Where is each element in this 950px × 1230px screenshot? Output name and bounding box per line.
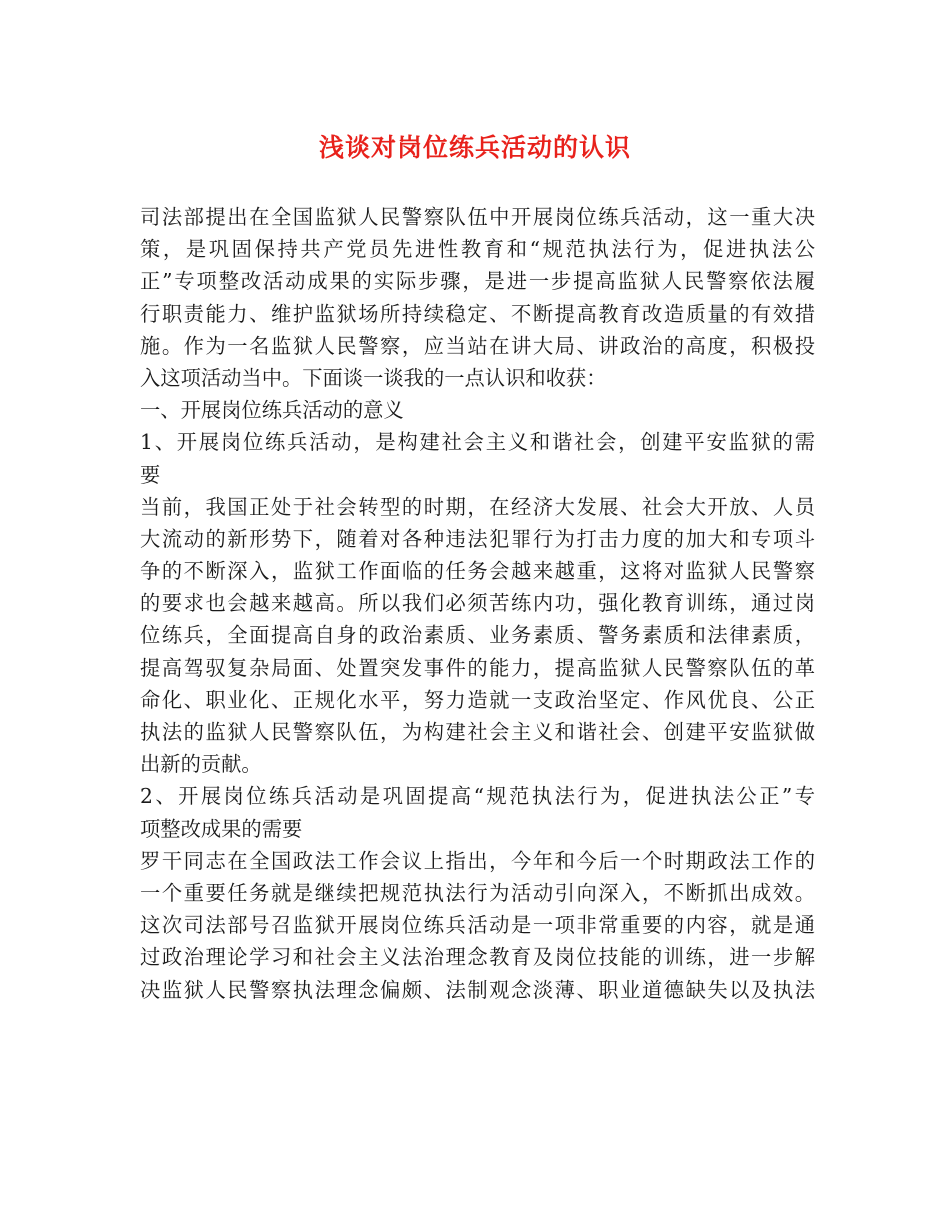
text-line: 行职责能力、维护监狱场所持续稳定、不断提高教育改造质量的有效措 [140, 301, 815, 326]
text-line: 策，是巩固保持共产党员先进性教育和“规范执法行为，促进执法公 [140, 237, 815, 262]
text-line: 大流动的新形势下，随着对各种违法犯罪行为打击力度的加大和专项斗 [140, 526, 815, 551]
text-line: 入这项活动当中。下面谈一谈我的一点认识和收获： [140, 365, 607, 390]
text-line: 过政治理论学习和社会主义法治理念教育及岗位技能的训练，进一步解 [140, 945, 815, 970]
text-line: 施。作为一名监狱人民警察，应当站在讲大局、讲政治的高度，积极投 [140, 333, 815, 358]
text-line: 争的不断深入，监狱工作面临的任务会越来越重，这将对监狱人民警察 [140, 559, 815, 584]
text-line: 命化、职业化、正规化水平，努力造就一支政治坚定、作风优良、公正 [140, 687, 815, 712]
text-line: 当前，我国正处于社会转型的时期，在经济大发展、社会大开放、人员 [140, 494, 815, 519]
text-line: 这次司法部号召监狱开展岗位练兵活动是一项非常重要的内容，就是通 [140, 913, 815, 938]
text-line: 要 [140, 462, 161, 487]
text-line: 的要求也会越来越高。所以我们必须苦练内功，强化教育训练，通过岗 [140, 591, 815, 616]
text-line: 罗干同志在全国政法工作会议上指出，今年和今后一个时期政法工作的 [140, 848, 815, 873]
text-line: 一、开展岗位练兵活动的意义 [140, 398, 404, 423]
document-title: 浅谈对岗位练兵活动的认识 [318, 133, 631, 162]
text-line: 出新的贡献。 [140, 752, 262, 777]
text-line: 执法的监狱人民警察队伍，为构建社会主义和谐社会、创建平安监狱做 [140, 720, 815, 744]
text-line: 1、开展岗位练兵活动，是构建社会主义和谐社会，创建平安监狱的需 [140, 430, 815, 455]
text-line: 决监狱人民警察执法理念偏颇、法制观念淡薄、职业道德缺失以及执法 [140, 977, 815, 1002]
text-line: 提高驾驭复杂局面、处置突发事件的能力，提高监狱人民警察队伍的革 [140, 655, 815, 680]
text-line: 位练兵，全面提高自身的政治素质、业务素质、警务素质和法律素质， [140, 623, 815, 648]
document-body [140, 201, 815, 1006]
text-line: 司法部提出在全国监狱人民警察队伍中开展岗位练兵活动，这一重大决 [140, 205, 815, 229]
text-line: 项整改成果的需要 [140, 816, 303, 841]
text-line: 正”专项整改活动成果的实际步骤，是进一步提高监狱人民警察依法履 [140, 269, 815, 294]
text-line: 2、开展岗位练兵活动是巩固提高“规范执法行为，促进执法公正”专 [140, 784, 815, 809]
text-line: 一个重要任务就是继续把规范执法行为活动引向深入，不断抓出成效。 [140, 880, 815, 905]
